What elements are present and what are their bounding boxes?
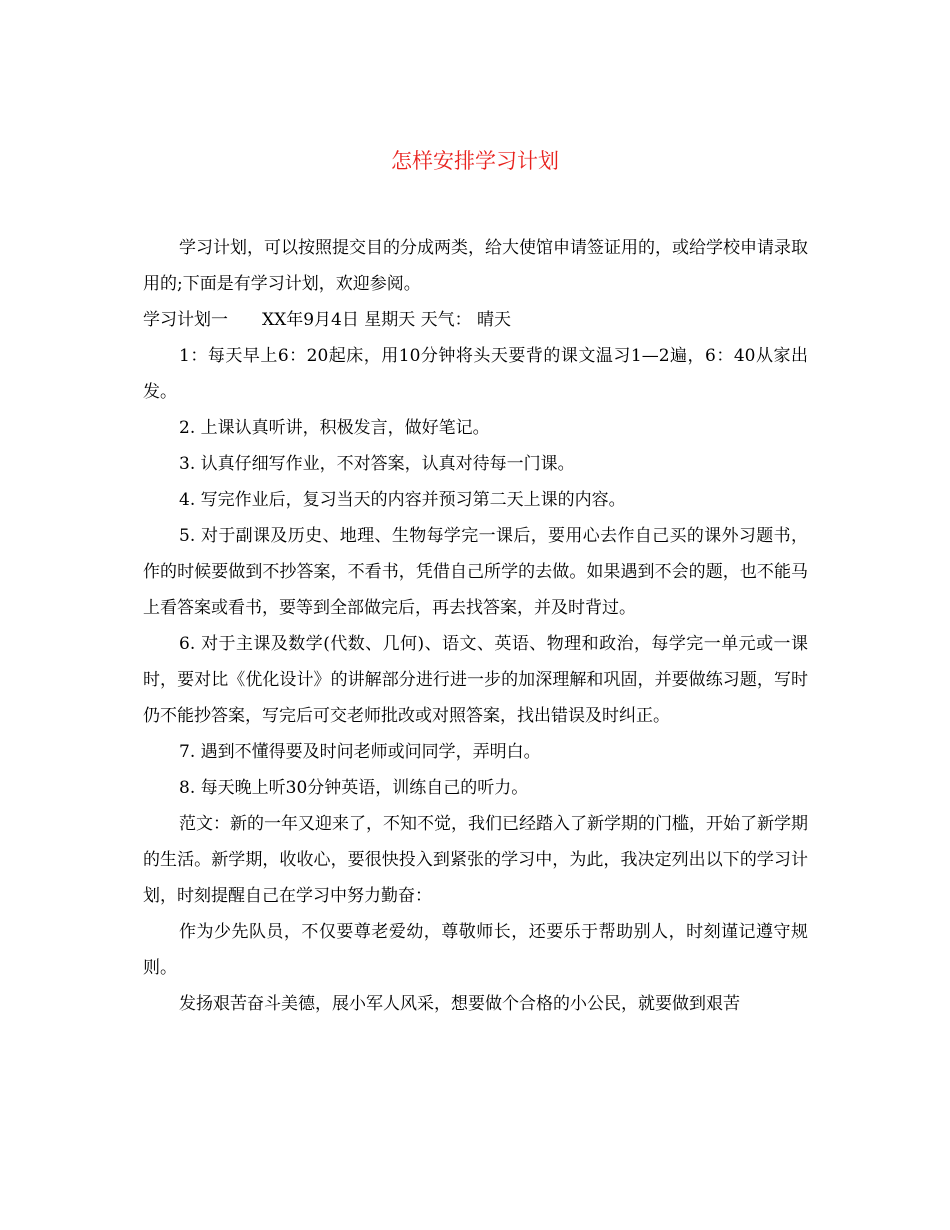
hard-work-paragraph: 发扬艰苦奋斗美德，展小军人风采，想要做个合格的小公民，就要做到艰苦 — [179, 994, 740, 1014]
plan-item-4: 4. 写完作业后，复习当天的内容并预习第二天上课的内容。 — [179, 490, 626, 510]
sample-essay-paragraph: 范文：新的一年又迎来了，不知不觉，我们已经踏入了新学期的门槛，开始了新学期的生活。新学期，收收心，要很快投入到紧张的学习中，为此，我决定列出以下的学习计划，时刻提醒自己在学习中努力勤奋： — [143, 814, 808, 906]
young-pioneer-paragraph: 作为少先队员，不仅要尊老爱幼，尊敬师长，还要乐于帮助别人，时刻谨记遵守规则。 — [143, 922, 808, 978]
plan-item-5: 5. 对于副课及历史、地理、生物每学完一课后，要用心去作自己买的课外习题书，作的时候要做到不抄答案，不看书，凭借自己所学的去做。如果遇到不会的题，也不能马上看答案或看书，要等到全部做完后，再去找答案，并及时背过。 — [143, 526, 808, 618]
intro-paragraph: 学习计划，可以按照提交目的分成两类，给大使馆申请签证用的，或给学校申请录取用的;下面是有学习计划，欢迎参阅。 — [143, 238, 808, 294]
document-title: 怎样安排学习计划 — [391, 149, 559, 173]
plan-item-8: 8. 每天晚上听30分钟英语，训练自己的听力。 — [179, 778, 529, 798]
plan-item-2: 2. 上课认真听讲，积极发言，做好笔记。 — [179, 418, 490, 438]
plan-item-7: 7. 遇到不懂得要及时问老师或问同学，弄明白。 — [179, 742, 541, 762]
document-body — [143, 230, 808, 1022]
plan-heading-line: 学习计划一 XX年9月4日 星期天 天气： 晴天 — [143, 310, 512, 330]
plan-item-1: 1：每天早上6：20起床，用10分钟将头天要背的课文温习1—2遍，6：40从家出发。 — [143, 346, 808, 402]
plan-item-6: 6. 对于主课及数学(代数、几何)、语文、英语、物理和政治，每学完一单元或一课时，要对比《优化设计》的讲解部分进行进一步的加深理解和巩固，并要做练习题，写时仍不能抄答案，写完后可交老师批改或对照答案，找出错误及时纠正。 — [143, 634, 808, 726]
plan-item-3: 3. 认真仔细写作业，不对答案，认真对待每一门课。 — [179, 454, 575, 474]
